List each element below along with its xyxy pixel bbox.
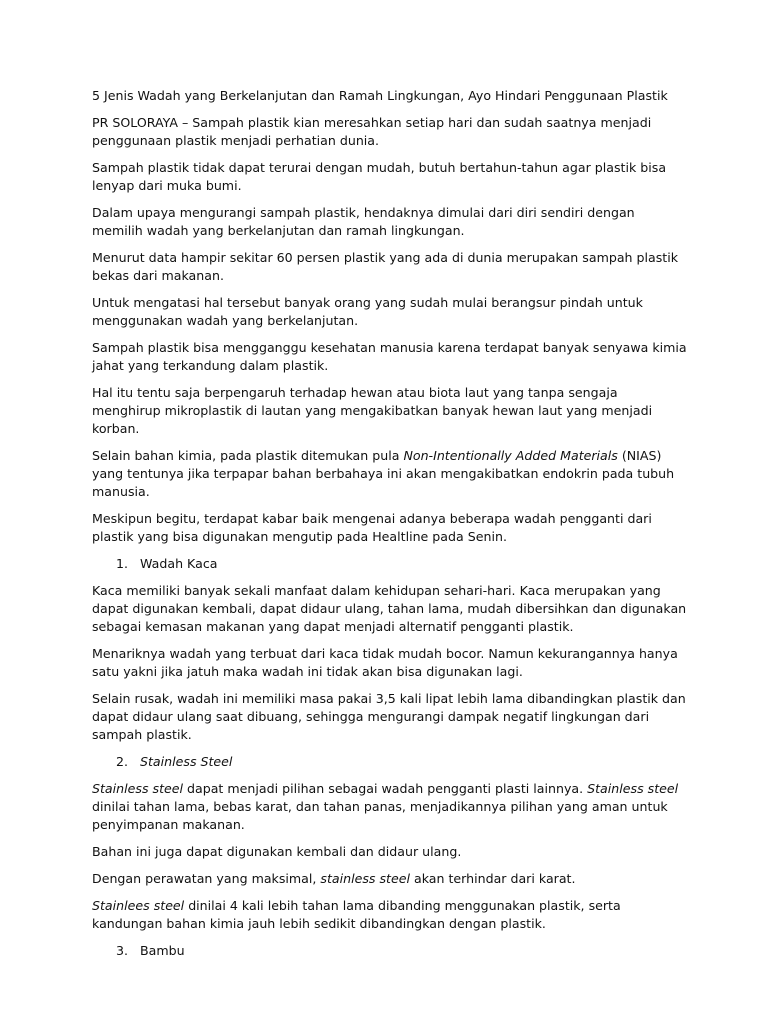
text-run: dapat menjadi pilihan sebagai wadah pengganti plasti lainnya. xyxy=(183,781,588,796)
text-run: Dengan perawatan yang maksimal, xyxy=(92,871,321,886)
text-run: dinilai 4 kali lebih tahan lama dibanding menggunakan plastik, serta kandungan bahan kimia jauh lebih sedikit dibandingkan dengan plastik. xyxy=(92,898,621,931)
list-item-stainless-steel xyxy=(92,753,688,771)
paragraph xyxy=(92,870,688,888)
paragraph: Selain rusak, wadah ini memiliki masa pakai 3,5 kali lipat lebih lama dibandingkan plastik dan dapat didaur ulang saat dibuang, sehingga mengurangi dampak negatif lingkungan dari sampah plastik. xyxy=(92,691,686,742)
paragraph: Untuk mengatasi hal tersebut banyak orang yang sudah mulai berangsur pindah untuk menggunakan wadah yang berkelanjutan. xyxy=(92,295,643,328)
document-title: 5 Jenis Wadah yang Berkelanjutan dan Ramah Lingkungan, Ayo Hindari Penggunaan Plastik xyxy=(92,88,668,103)
list-number: 1. xyxy=(116,556,129,571)
text-run: akan terhindar dari karat. xyxy=(409,871,576,886)
list-heading: Bambu xyxy=(140,943,185,958)
paragraph: Kaca memiliki banyak sekali manfaat dalam kehidupan sehari-hari. Kaca merupakan yang dapat digunakan kembali, dapat didaur ulang, tahan lama, mudah dibersihkan dan digunakan sebagai kemasan makanan yang dapat menjadi alternatif pengganti plastik. xyxy=(92,583,687,634)
italic-term: Stainless steel xyxy=(92,781,183,796)
paragraph: Bahan ini juga dapat digunakan kembali dan didaur ulang. xyxy=(92,844,462,859)
paragraph xyxy=(92,897,688,933)
paragraph: Sampah plastik tidak dapat terurai dengan mudah, butuh bertahun-tahun agar plastik bisa lenyap dari muka bumi. xyxy=(92,160,667,193)
text-run: dinilai tahan lama, bebas karat, dan tahan panas, menjadikannya pilihan yang aman untuk penyimpanan makanan. xyxy=(92,799,668,832)
paragraph xyxy=(92,780,688,834)
italic-term: Stainless steel xyxy=(587,781,679,796)
paragraph: Dalam upaya mengurangi sampah plastik, hendaknya dimulai dari diri sendiri dengan memilih wadah yang berkelanjutan dan ramah lingkungan. xyxy=(92,205,635,238)
italic-term: Non-Intentionally Added Materials xyxy=(403,448,618,463)
paragraph: Sampah plastik bisa mengganggu kesehatan manusia karena terdapat banyak senyawa kimia jahat yang terkandung dalam plastik. xyxy=(92,340,687,373)
list-number: 3. xyxy=(116,943,129,958)
text-run: (NIAS) yang tentunya jika terpapar bahan berbahaya ini akan mengakibatkan endokrin pada tubuh manusia. xyxy=(92,448,675,499)
italic-term: stainless steel xyxy=(320,871,410,886)
paragraph: Menariknya wadah yang terbuat dari kaca tidak mudah bocor. Namun kekurangannya hanya satu yakni jika jatuh maka wadah ini tidak akan bisa digunakan lagi. xyxy=(92,646,678,679)
paragraph xyxy=(92,447,688,501)
paragraph: Meskipun begitu, terdapat kabar baik mengenai adanya beberapa wadah pengganti dari plastik yang bisa digunakan mengutip pada Healtline pada Senin. xyxy=(92,511,652,544)
paragraph: Menurut data hampir sekitar 60 persen plastik yang ada di dunia merupakan sampah plastik bekas dari makanan. xyxy=(92,250,679,283)
italic-term: Stainlees steel xyxy=(92,898,185,913)
list-number: 2. xyxy=(116,754,129,769)
text-run: Selain bahan kimia, pada plastik ditemukan pula xyxy=(92,448,404,463)
paragraph: PR SOLORAYA – Sampah plastik kian meresahkan setiap hari dan sudah saatnya menjadi penggunaan plastik menjadi perhatian dunia. xyxy=(92,115,652,148)
list-item-wadah-kaca xyxy=(92,555,688,573)
paragraph: Hal itu tentu saja berpengaruh terhadap hewan atau biota laut yang tanpa sengaja menghirup mikroplastik di lautan yang mengakibatkan banyak hewan laut yang menjadi korban. xyxy=(92,385,653,436)
list-heading: Stainless Steel xyxy=(140,754,233,769)
document-page xyxy=(92,87,688,969)
list-item-bambu xyxy=(92,942,688,960)
list-heading: Wadah Kaca xyxy=(140,556,218,571)
